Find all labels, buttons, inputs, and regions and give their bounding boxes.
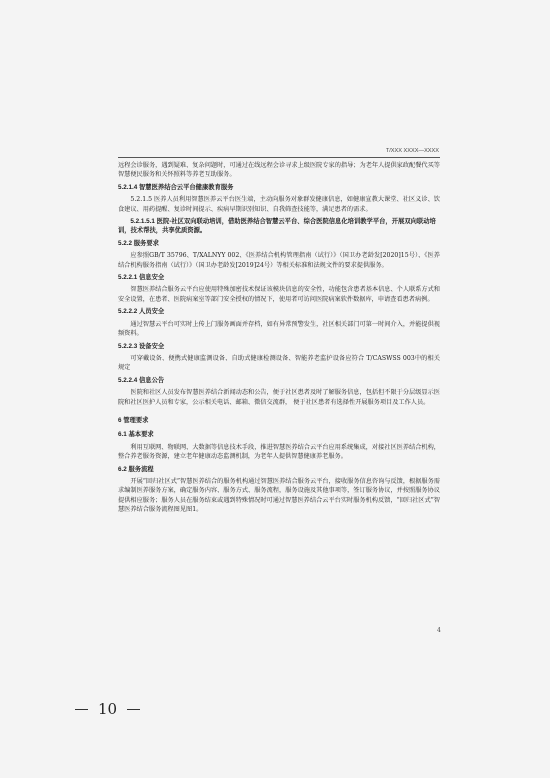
spacer [118,407,440,416]
paragraph: 远程会诊服务，遇到疑难、复杂问题时，可通过在线远程会诊寻求上级医院专家的指导；为老年人提供家政配餐代买等智慧便民服务和关怀照料等养老互助服务。 [118,162,440,179]
section-heading: 5.2.2.1 信息安全 [118,274,165,282]
paragraph: 应参照GB/T 35796、T/XALNYY 002、《医养结合机构管理指南（试行）》（国卫办老龄发[2020]15号）、《医养结合机构服务指南（试行）》（国卫办老龄发[2019]24号）等相关标准和法规文件的要求提供服务。 [118,252,440,269]
paragraph: 5.2.1.5 医养人员利用智慧医养云平台医生端，主动向服务对象群发健康信息，如健康宣教大课堂、社区义诊、饮食建议、用药提醒、复诊时间提示、疾病早期识别知识、自我筛查技能等，满足患者的需求。 [118,196,440,213]
section-heading: 5.2.2.2 人员安全 [118,308,165,316]
section-heading: 6.2 服务流程 [118,465,154,473]
page-number: 4 [437,627,441,634]
section-heading: 5.2.2.4 信息公告 [118,376,165,384]
section-heading: 5.2.1.4 智慧医养结合云平台健康教育服务 [118,183,234,191]
paragraph: 利用互联网、物联网、大数据等信息技术手段，推进智慧医养结合云平台应用系统集成，对接社区医养结合机构，整合养老服务资源，建立老年健康动态监测机制，为老年人提供智慧健康养老服务。 [118,443,440,461]
standard-number: T/XXX XXXX—XXXX [385,148,439,154]
section-heading: 6 管理要求 [118,416,149,424]
section-heading: 5.2.1.5.1 医院-社区双向联动培训，借助医养结合智慧云平台、综合医院信息化培训教学平台，开展双向联动培训，技术帮扶，共享优质资源。 [118,218,436,235]
section-heading: 5.2.2.3 设备安全 [118,342,165,350]
footer-dash-left [75,709,88,710]
footer-folio [75,700,140,718]
footer-folio-number: 10 [98,700,118,718]
section-heading: 6.1 基本要求 [118,431,154,439]
paragraph: 通过智慧云平台可实时上传上门服务画面并存档，如有异常预警发生，社区相关部门可第一时间介入，并能提供视频资料。 [118,320,440,338]
footer-dash-right [127,709,140,710]
paragraph: 智慧医养结合服务云平台应使用特殊加密技术保证该模块信息的安全性，功能包含患者基本信息、个人联系方式和安全设置，在患者、医院病案室等部门安全授权的情况下，使用者可访问医院病案软件数据库，申请查看患者病例。 [118,286,440,303]
header-rule [118,157,440,158]
paragraph: 医院和社区人员发布智慧医养结合新闻动态和公告，便于社区患者及时了解服务信息，包括但不限于分层级显示医院和社区医护人员和专家，公示相关电话、邮箱、微信交流群， 便于社区患者有选择性开展服务项目及工作人员。 [118,389,440,406]
document-body [118,161,440,515]
section-heading: 5.2.2 服务要求 [118,239,159,247]
paragraph: 开展“回归社区式”智慧医养结合的服务机构通过智慧医养结合服务云平台，接收服务信息咨询与反馈，根据服务需求编制医养服务方案，确定服务内容、服务方式、服务流程，服务设施及其他事项等，签订服务协议，并按照服务协议提供相应服务；服务人员在服务结束或遇到特殊情况时可通过智慧医养结合云平台实时服务机构反馈，“回归社区式”智慧医养结合服务流程图见图1。 [118,477,440,514]
paragraph: 可穿戴设备、便携式健康监测设备、自助式健康检测设备、智能养老监护设备应符合 T/CASWSS 003中的相关规定 [118,354,440,372]
